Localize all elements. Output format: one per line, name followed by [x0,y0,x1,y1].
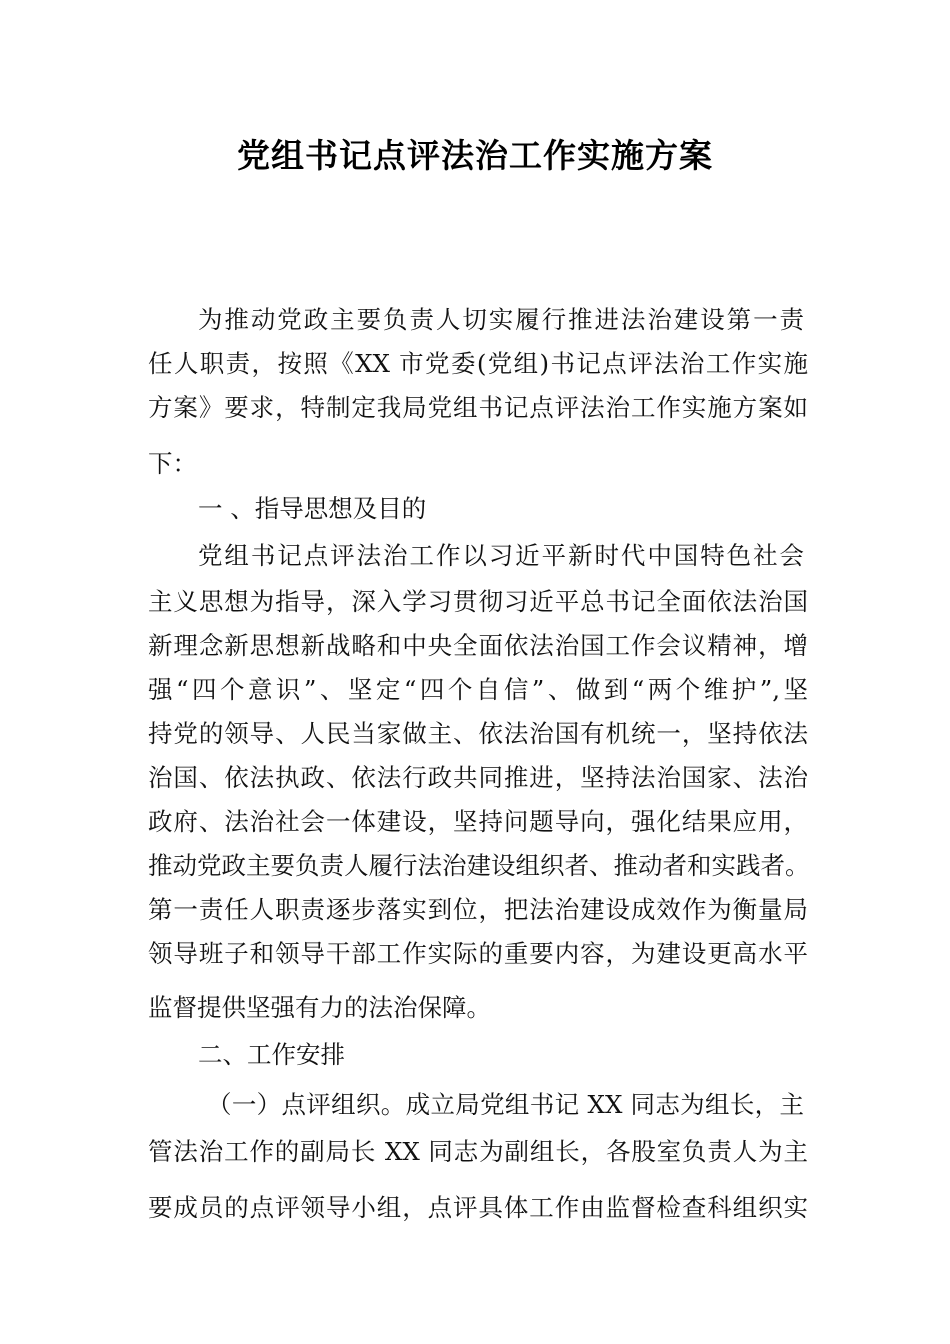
section-1-line-7: 政府、法治社会一体建设，坚持问题导向，强化结果应用， [148,807,808,836]
section-2-line-2: 管法治工作的副局长 XX 同志为副组长，各股室负责人为主 [148,1137,808,1166]
intro-line-3: 方案》要求，特制定我局党组书记点评法治工作实施方案如 [148,393,808,422]
section-1-line-6: 治国、依法执政、依法行政共同推进，坚持法治国家、法治 [148,763,808,792]
intro-line-1: 为推动党政主要负责人切实履行推进法治建设第一责 [198,305,804,334]
section-1-line-1: 党组书记点评法治工作以习近平新时代中国特色社会 [198,541,804,570]
section-1-line-10: 领导班子和领导干部工作实际的重要内容，为建设更高水平 [148,939,808,968]
intro-line-4: 下： [148,449,197,478]
section-1-line-8: 推动党政主要负责人履行法治建设组织者、推动者和实践者。 [148,851,810,880]
section-1-heading: 一 、指导思想及目的 [198,494,427,523]
section-1-line-9: 第一责任人职责逐步落实到位，把法治建设成效作为衡量局 [148,895,808,924]
section-2-line-1: （一）点评组织。成立局党组书记 XX 同志为组长，主 [207,1090,804,1119]
section-1-line-2: 主义思想为指导，深入学习贯彻习近平总书记全面依法治国 [148,587,808,616]
document-title: 党组书记点评法治工作实施方案 [237,136,713,175]
section-2-line-3: 要成员的点评领导小组，点评具体工作由监督检查科组织实 [148,1193,808,1222]
section-1-line-4: 强“四个意识”、坚定“四个自信”、做到“两个维护”,坚 [148,675,808,704]
section-1-line-3: 新理念新思想新战略和中央全面依法治国工作会议精神，增 [148,631,808,660]
intro-line-2: 任人职责，按照《XX 市党委(党组)书记点评法治工作实施 [148,349,808,378]
section-2-heading: 二、工作安排 [198,1040,345,1069]
section-1-line-5: 持党的领导、人民当家做主、依法治国有机统一，坚持依法 [148,719,808,748]
section-1-line-11: 监督提供坚强有力的法治保障。 [148,993,491,1022]
